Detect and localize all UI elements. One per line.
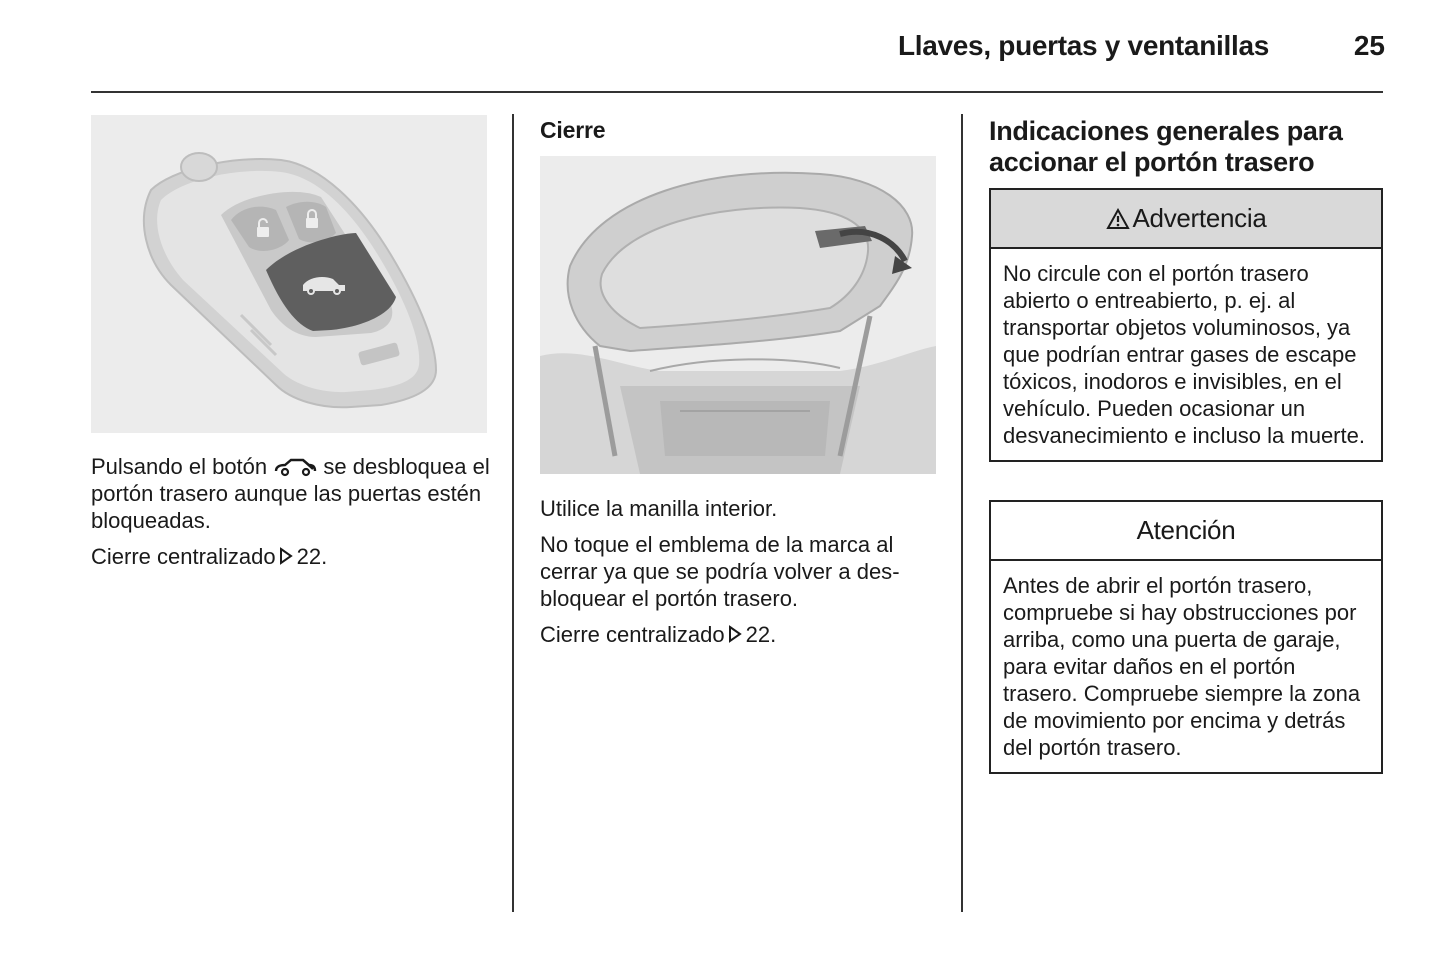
warning-box: [989, 188, 1383, 462]
cross-reference: [91, 543, 491, 570]
car-tailgate-icon: [273, 457, 317, 477]
warning-header: [991, 190, 1381, 249]
paragraph-text: Pulsando el botón: [91, 454, 268, 479]
page-number: 25: [1353, 30, 1385, 61]
page-header-title: Llaves, puertas y ventanillas: [897, 30, 1269, 61]
section-title: Indicaciones generales para accionar el portón trasero: [989, 116, 1343, 177]
warning-label: Advertencia: [1132, 203, 1267, 233]
cross-reference: [540, 621, 940, 648]
attention-box: [989, 500, 1383, 774]
tailgate-button-paragraph: [91, 453, 491, 534]
column-divider: [512, 114, 514, 912]
reference-text: Cierre centralizado: [540, 622, 725, 647]
column-1-text: [91, 453, 491, 570]
attention-header: [991, 502, 1381, 561]
paragraph: Utilice la manilla interior.: [540, 496, 778, 521]
attention-body: Antes de abrir el portón trasero, compruebe si hay obstrucciones por arriba, como una puerta de garaje, para evitar daños en el portón trasero. Compruebe siempre la zona de movimiento por encima y detrás del portón trasero.: [1003, 573, 1361, 760]
page-reference-icon: [728, 625, 742, 643]
paragraph-text: se desbloquea el portón trasero aunque las puertas estén bloqueadas.: [91, 454, 490, 533]
header-rule: [91, 91, 1383, 93]
tailgate-interior-handle-illustration: [540, 156, 936, 474]
section-heading-cierre: Cierre: [540, 117, 606, 143]
warning-body: No circule con el portón trasero abierto o entreabierto, p. ej. al transportar objetos voluminosos, ya que podrían entrar gases de escape tóxicos, inodoros e invisibles, en el vehículo. Pueden ocasionar un desvanecimiento e incluso la muerte.: [1003, 261, 1365, 448]
key-fob-illustration: [91, 115, 487, 433]
reference-page: 22.: [745, 622, 777, 647]
page-reference-icon: [279, 547, 293, 565]
column-2-text: [540, 495, 940, 648]
attention-label: Atención: [1136, 515, 1236, 545]
reference-text: Cierre centralizado: [91, 544, 276, 569]
paragraph: No toque el emblema de la marca al cerrar ya que se podría volver a desbloquear el portón trasero.: [540, 532, 900, 611]
column-divider: [961, 114, 963, 912]
warning-triangle-icon: [1106, 208, 1130, 230]
reference-page: 22.: [296, 544, 328, 569]
